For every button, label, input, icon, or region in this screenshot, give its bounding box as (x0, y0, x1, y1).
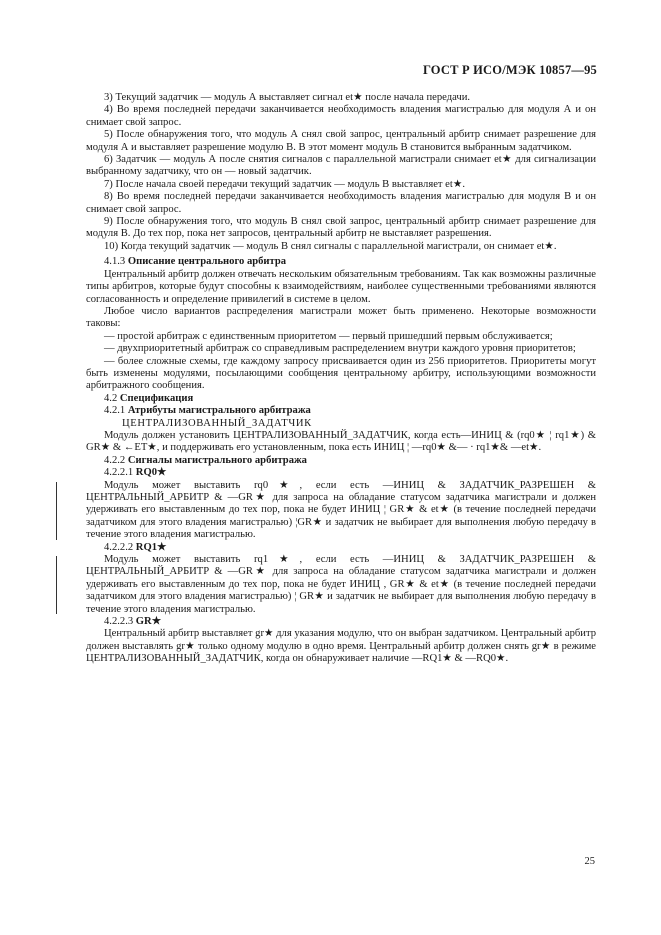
gr-rule: Центральный арбитр выставляет gr★ для указания модулю, что он выбран задатчиком. Центральный арбитр должен выставлять gr★ только одному модулю в одно время. Центральный арбитр должен снять gr★ в режиме ЦЕНТРАЛИЗОВАННЫЙ_ЗАДАТЧИК, когда он обнаруживает наличие —RQ1★ & —RQ0★. (86, 628, 596, 665)
variant-item: — двухприоритетный арбитраж со справедливым распределением внутри каждого уровня приоритетов; (104, 343, 576, 355)
section-heading-4-2 (86, 393, 596, 405)
attribute-name: ЦЕНТРАЛИЗОВАННЫЙ_ЗАДАТЧИК (122, 417, 312, 429)
step-8: 8) Во время последней передачи заканчивается необходимость владения магистралью для модуля В и он снимает свой запрос. (86, 191, 596, 215)
revision-bar (56, 556, 57, 614)
revision-bar (56, 482, 57, 540)
section-number: 4.2.2.2 (104, 541, 134, 553)
section-title: RQ0★ (135, 467, 167, 479)
step-10: 10) Когда текущий задатчик — модуль В снял сигналы с параллельной магистрали, он снимает et★. (104, 240, 557, 252)
section-heading-4-1-3 (86, 256, 596, 268)
standard-header: ГОСТ Р ИСО/МЭК 10857—95 (422, 63, 597, 77)
revision-block-rq0 (86, 480, 596, 542)
section-title: RQ1★ (135, 541, 167, 553)
section-title: Сигналы магистрального арбитража (127, 454, 307, 466)
rq0-rule: Модуль может выставить rq0★, если есть —ИНИЦ & ЗАДАТЧИК_РАЗРЕШЕН & ЦЕНТРАЛЬНЫЙ_АРБИТР & —GR★ для запроса на обладание статусом задатчика магистрали и должен удерживать его выставленным до тех пор, пока не будет ИНИЦ ¦ GR★ & et★ (в течение последней передачи задатчиком для этого владения магистралью) ¦GR★ и задатчик не выбирает для выполнения любую передачу в течение этого владения магистралью. (86, 479, 596, 541)
variant-item: — более сложные схемы, где каждому запросу присваивается один из 256 приоритетов. Приоритеты могут быть изменены модулями, посылающими сообщения центральному арбитру, использующими возможности арбитражного сообщения. (86, 355, 596, 392)
step-7: 7) После начала своей передачи текущий задатчик — модуль В выставляет et★. (104, 178, 465, 190)
revision-block-rq1 (86, 554, 596, 616)
attribute-rule: Модуль должен установить ЦЕНТРАЛИЗОВАННЫЙ_ЗАДАТЧИК, когда есть—ИНИЦ & (rq0★ ¦ rq1★) & GR★ & ←ET★, и поддерживать его установленным, пока есть ИНИЦ ¦ —rq0★ &— · rq1★& —et★. (86, 429, 596, 454)
section-number: 4.2.2.3 (104, 616, 134, 628)
step-5: 5) После обнаружения того, что модуль А снял свой запрос, центральный арбитр снимает разрешение для модуля А и выставляет разрешение модулю В. В этот момент модуль В становится выбранным задатчиком. (86, 129, 596, 153)
section-number: 4.2 (104, 392, 118, 404)
section-title: Атрибуты магистрального арбитража (127, 405, 311, 417)
section-number: 4.2.2 (104, 454, 126, 466)
section-heading-4-2-2 (86, 455, 596, 467)
step-3: 3) Текущий задатчик — модуль А выставляет сигнал et★ после начала передачи. (104, 92, 471, 103)
section-title: Спецификация (119, 392, 194, 404)
rq1-rule: Модуль может выставить rq1★, если есть —ИНИЦ & ЗАДАТЧИК_РАЗРЕШЕН & ЦЕНТРАЛЬНЫЙ_АРБИТР & —GR★ для запроса на обладание статусом задатчика магистрали и должен удерживать его выставленным до тех пор, пока не будет ИНИЦ , GR★ & et★ (в течение последней передачи задатчиком для этого владения магистралью) ¦ GR★ и задатчик не выбирает для выполнения любую передачу в течение этого владения магистралью. (86, 554, 596, 615)
step-6: 6) Задатчик — модуль А после снятия сигналов с параллельной магистрали снимает et★ для сигнализации выбранному задатчику, что он — новый задатчик. (86, 154, 596, 178)
arbitration-variants-intro: Любое число вариантов распределения магистрали может быть применено. Некоторые возможности таковы: (86, 305, 596, 330)
section-heading-4-2-1 (86, 405, 596, 417)
section-number: 4.2.2.1 (104, 467, 134, 479)
step-9: 9) После обнаружения того, что модуль В снял свой запрос, центральный арбитр снимает разрешение для модуля В. До тех пор, пока нет запросов, центральный арбитр не выставляет разрешения. (86, 216, 596, 240)
page-number: 25 (584, 856, 595, 867)
section-heading-4-2-2-3 (86, 616, 596, 628)
section-heading-4-2-2-2 (86, 542, 596, 554)
section-heading-4-2-2-1 (86, 467, 596, 479)
document-body (86, 92, 596, 666)
section-title: GR★ (135, 616, 162, 628)
variant-item: — простой арбитраж с единственным приоритетом — первый пришедший первым обслуживается; (104, 330, 553, 342)
step-4: 4) Во время последней передачи заканчивается необходимость владения магистралью для модуля А и он снимает свой запрос. (86, 104, 596, 128)
section-title: Описание центрального арбитра (127, 256, 287, 268)
section-number: 4.1.3 (104, 256, 126, 268)
section-number: 4.2.1 (104, 405, 126, 417)
arbiter-description: Центральный арбитр должен отвечать нескольким обязательным требованиям. Так как возможны различные типы арбитров, которые будут способны к взаимодействиям, наиболее существенными требованиями являются согласованность и определение привилегий в системе в целом. (86, 268, 596, 305)
